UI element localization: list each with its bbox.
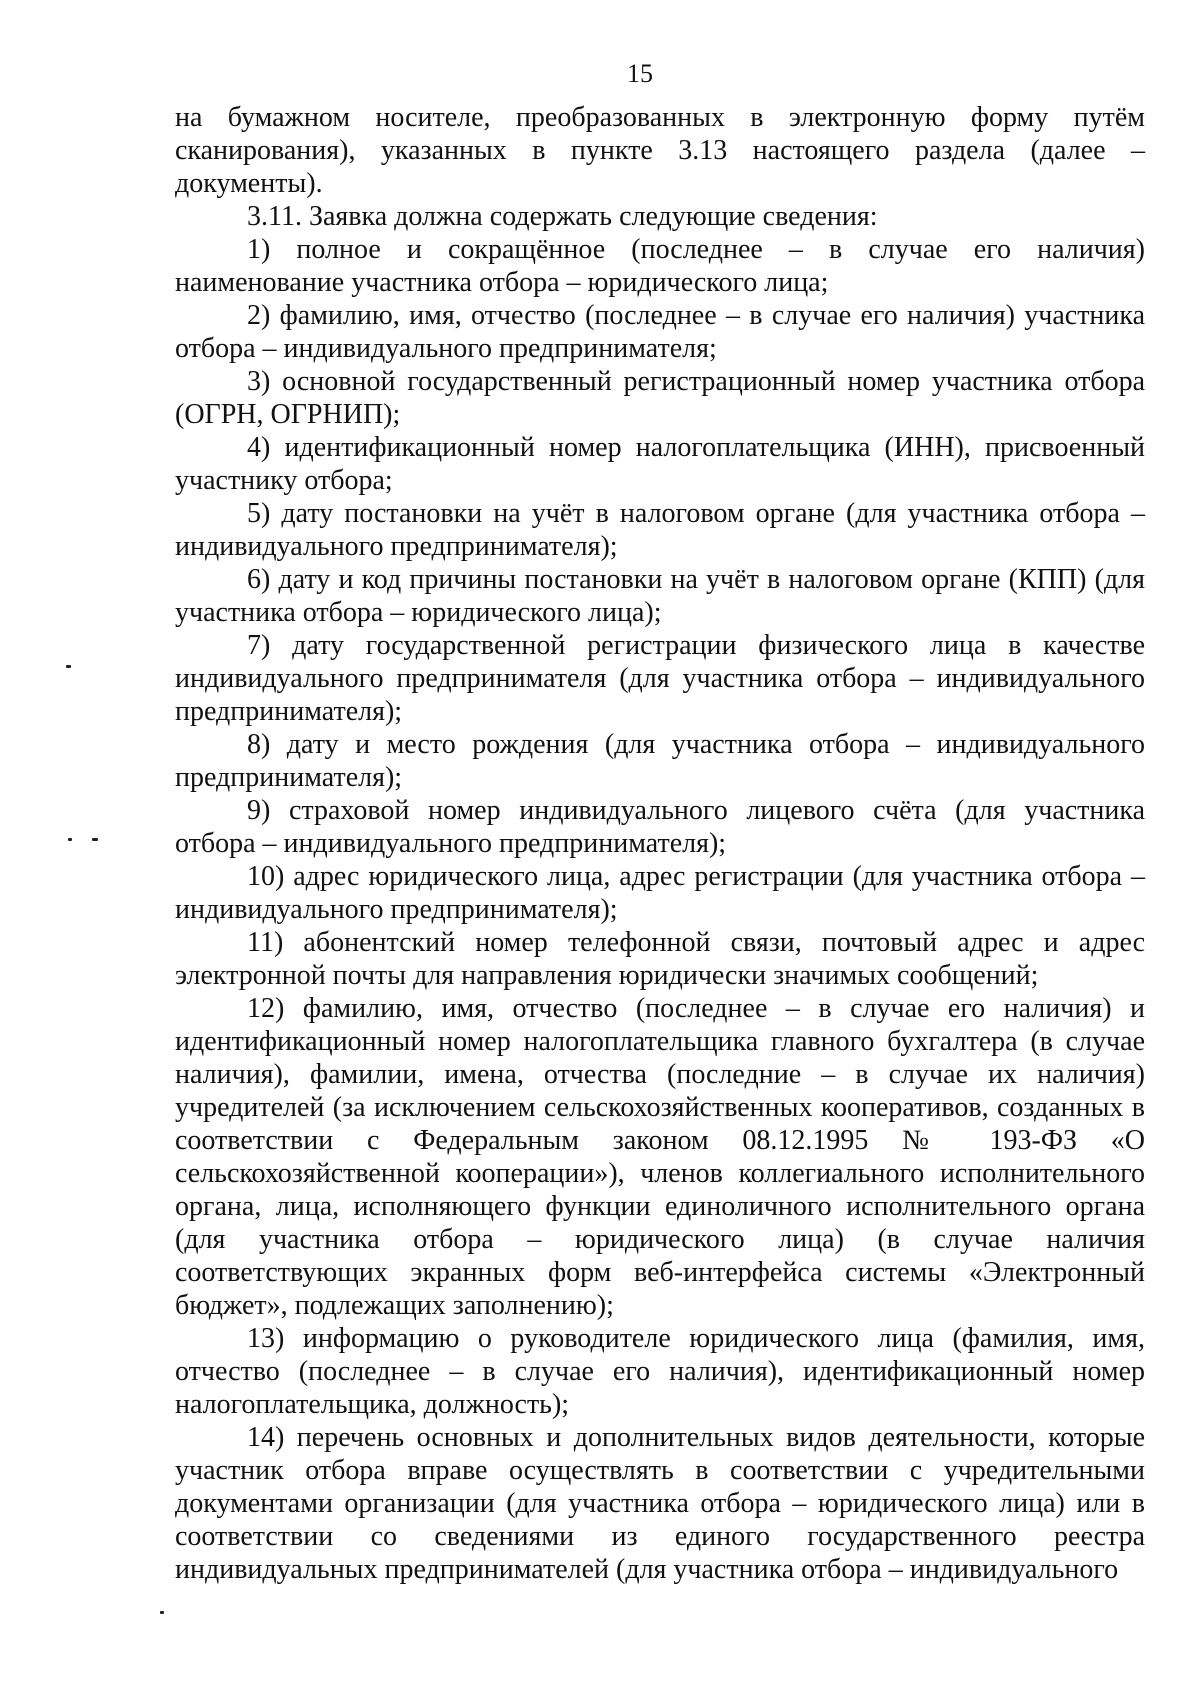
- page-number: 15: [627, 59, 653, 88]
- list-item-4: 4) идентификационный номер налогоплательщика (ИНН), присвоенный участнику отбора;: [175, 432, 1145, 496]
- list-item-14: 14) перечень основных и дополнительных видов деятельности, которые участник отбора вправе осуществлять в соответствии с учредительными документами организации (для участника отбора – юридического лица) или в соответствии со сведениями из единого государственного реестра индивидуальных предпринимателей (для участника отбора – индивидуального: [175, 1422, 1145, 1585]
- document-body: [175, 101, 1145, 1586]
- paragraph-clause-3-11: 3.11. Заявка должна содержать следующие сведения:: [247, 201, 878, 232]
- scan-artifact-mark: [68, 838, 72, 841]
- list-item-6: 6) дату и код причины постановки на учёт в налоговом органе (КПП) (для участника отбора – юридического лица);: [175, 564, 1145, 628]
- scan-artifact-mark: [92, 838, 98, 841]
- list-item-13: 13) информацию о руководителе юридического лица (фамилия, имя, отчество (последнее – в случае его наличия), идентификационный номер налогоплательщика, должность);: [175, 1323, 1145, 1420]
- list-item-2: 2) фамилию, имя, отчество (последнее – в случае его наличия) участника отбора – индивидуального предпринимателя;: [175, 300, 1145, 364]
- paragraph-continuation: на бумажном носителе, преобразованных в электронную форму путём сканирования), указанных в пункте 3.13 настоящего раздела (далее – документы).: [175, 102, 1145, 199]
- list-item-7: 7) дату государственной регистрации физического лица в качестве индивидуального предпринимателя (для участника отбора – индивидуального предпринимателя);: [175, 630, 1145, 727]
- list-item-1: 1) полное и сокращённое (последнее – в случае его наличия) наименование участника отбора – юридического лица;: [175, 234, 1145, 298]
- scan-artifact-mark: [66, 665, 71, 668]
- scan-artifact-mark: [160, 1611, 164, 1614]
- list-item-12: 12) фамилию, имя, отчество (последнее – в случае его наличия) и идентификационный номер налогоплательщика главного бухгалтера (в случае наличия), фамилии, имена, отчества (последние – в случае их наличия) учредителей (за исключением сельскохозяйственных кооперативов, созданных в соответствии с Федеральным законом 08.12.1995 № 193-ФЗ «О сельскохозяйственной кооперации»), членов коллегиального исполнительного органа, лица, исполняющего функции единоличного исполнительного органа (для участника отбора – юридического лица) (в случае наличия соответствующих экранных форм веб-интерфейса системы «Электронный бюджет», подлежащих заполнению);: [175, 993, 1145, 1321]
- list-item-9: 9) страховой номер индивидуального лицевого счёта (для участника отбора – индивидуального предпринимателя);: [175, 795, 1145, 859]
- list-item-8: 8) дату и место рождения (для участника отбора – индивидуального предпринимателя);: [175, 729, 1145, 793]
- list-item-11: 11) абонентский номер телефонной связи, почтовый адрес и адрес электронной почты для направления юридически значимых сообщений;: [175, 927, 1145, 991]
- list-item-3: 3) основной государственный регистрационный номер участника отбора (ОГРН, ОГРНИП);: [175, 366, 1145, 430]
- list-item-5: 5) дату постановки на учёт в налоговом органе (для участника отбора – индивидуального предпринимателя);: [175, 498, 1145, 562]
- list-item-10: 10) адрес юридического лица, адрес регистрации (для участника отбора – индивидуального предпринимателя);: [175, 861, 1145, 925]
